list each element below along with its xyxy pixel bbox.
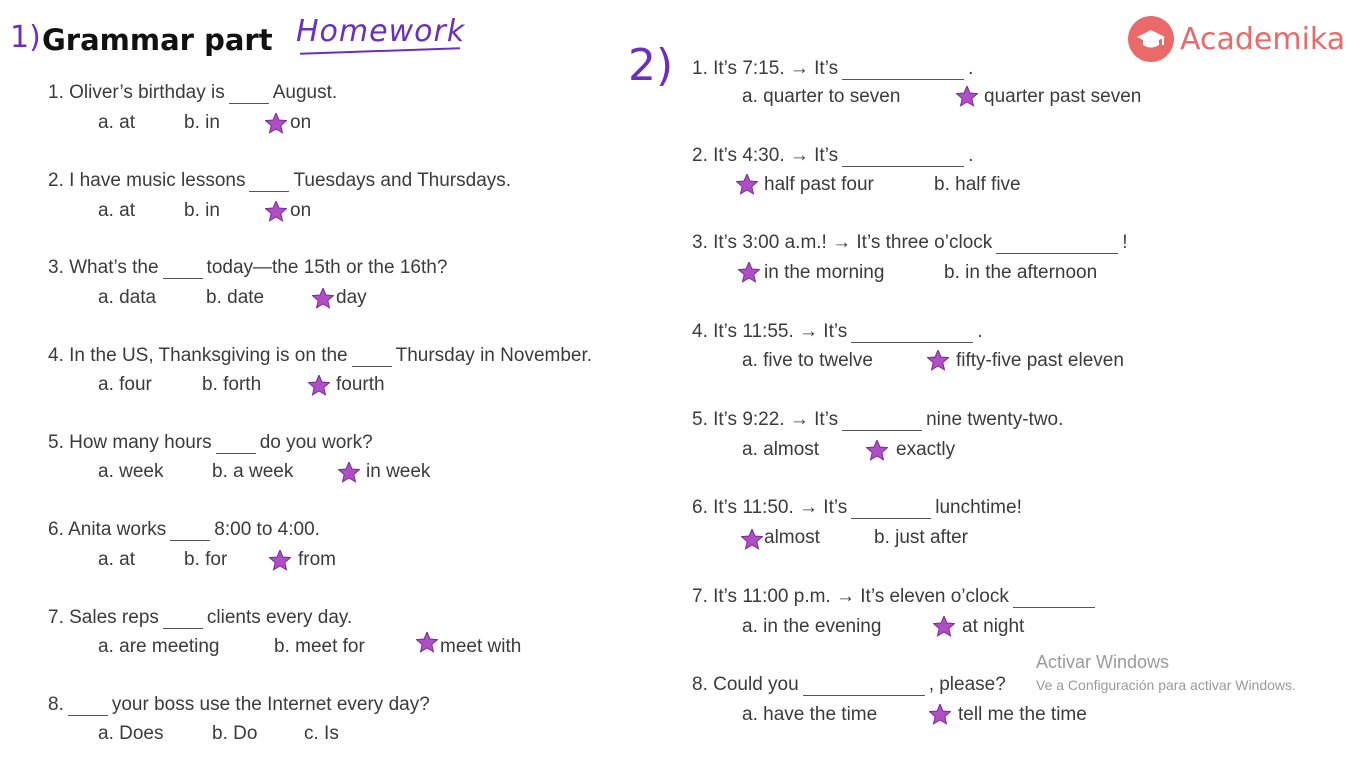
option-selected: half past four xyxy=(764,174,874,195)
option: a. at xyxy=(98,200,135,221)
page-title: Grammar part xyxy=(42,23,273,57)
star-mark-icon xyxy=(265,113,287,135)
question-right-5: 5. It’s 9:22. → It’s nine twenty-two. xyxy=(692,409,1064,430)
question-right-3: 3. It’s 3:00 a.m.! → It’s three o’clock ! xyxy=(692,232,1128,253)
question-right-4: 4. It’s 11:55. → It’s . xyxy=(692,321,983,342)
option-selected: in the morning xyxy=(764,262,885,283)
option-selected: meet with xyxy=(440,636,522,657)
star-mark-icon xyxy=(265,201,287,223)
star-mark-icon xyxy=(956,86,978,108)
star-mark-icon xyxy=(738,262,760,284)
option: a. have the time xyxy=(742,704,878,725)
star-mark-icon xyxy=(866,440,888,462)
option-selected: day xyxy=(336,287,367,308)
question-left-8: 8. your boss use the Internet every day? xyxy=(48,694,430,715)
option: b. in xyxy=(184,112,220,133)
question-left-1: 1. Oliver’s birthday is August. xyxy=(48,82,338,103)
question-left-2: 2. I have music lessons Tuesdays and Thursdays. xyxy=(48,170,512,191)
question-right-1: 1. It’s 7:15. → It’s . xyxy=(692,58,974,79)
option: b. in the afternoon xyxy=(944,262,1098,283)
question-right-6: 6. It’s 11:50. → It’s lunchtime! xyxy=(692,497,1022,518)
question-right-8: 8. Could you , please? xyxy=(692,674,1006,695)
option-selected: at night xyxy=(962,616,1025,637)
logo-text: Academika xyxy=(1180,21,1346,57)
question-left-6: 6. Anita works 8:00 to 4:00. xyxy=(48,519,320,540)
handwritten-number-2: 2) xyxy=(628,40,674,91)
graduation-cap-icon xyxy=(1128,16,1174,62)
star-mark-icon xyxy=(741,529,763,551)
windows-activation-hint: Ve a Configuración para activar Windows. xyxy=(1036,677,1296,693)
star-mark-icon xyxy=(308,375,330,397)
option: a. week xyxy=(98,461,164,482)
option-selected: exactly xyxy=(896,439,956,460)
star-mark-icon xyxy=(312,288,334,310)
option: a. almost xyxy=(742,439,820,460)
option: b. Do xyxy=(212,723,258,744)
option-selected: almost xyxy=(764,527,820,548)
star-mark-icon xyxy=(736,174,758,196)
option-selected: tell me the time xyxy=(958,704,1087,725)
star-mark-icon xyxy=(338,462,360,484)
option: a. four xyxy=(98,374,152,395)
option: c. Is xyxy=(304,723,339,744)
question-left-3: 3. What’s the today—the 15th or the 16th? xyxy=(48,257,448,278)
option: a. Does xyxy=(98,723,164,744)
star-mark-icon xyxy=(269,550,291,572)
option: a. at xyxy=(98,549,135,570)
question-left-5: 5. How many hours do you work? xyxy=(48,432,373,453)
option-selected: fifty-five past eleven xyxy=(956,350,1124,371)
star-mark-icon xyxy=(933,616,955,638)
question-right-7: 7. It’s 11:00 p.m. → It’s eleven o’clock xyxy=(692,586,1099,608)
option: a. quarter to seven xyxy=(742,86,901,107)
option-selected: from xyxy=(298,549,336,570)
option: a. are meeting xyxy=(98,636,220,657)
star-mark-icon xyxy=(927,350,949,372)
option-selected: in week xyxy=(366,461,431,482)
question-left-4: 4. In the US, Thanksgiving is on the Thursday in November. xyxy=(48,345,593,366)
option: b. meet for xyxy=(274,636,365,657)
windows-activation-watermark: Activar Windows xyxy=(1036,652,1170,672)
option-selected: fourth xyxy=(336,374,385,395)
academika-logo xyxy=(1128,16,1345,62)
handwritten-number-1: 1) xyxy=(10,20,41,55)
question-left-7: 7. Sales reps clients every day. xyxy=(48,607,353,628)
option: b. forth xyxy=(202,374,262,395)
option-selected: quarter past seven xyxy=(984,86,1142,107)
option: b. for xyxy=(184,549,228,570)
option-selected: on xyxy=(290,200,312,221)
option: a. in the evening xyxy=(742,616,882,637)
option: b. half five xyxy=(934,174,1021,195)
question-right-2: 2. It’s 4:30. → It’s . xyxy=(692,145,974,166)
handwritten-homework: Homework xyxy=(296,14,466,49)
star-mark-icon xyxy=(416,632,438,654)
option: b. in xyxy=(184,200,220,221)
option: b. date xyxy=(206,287,265,308)
star-mark-icon xyxy=(929,704,951,726)
option: a. at xyxy=(98,112,135,133)
option: a. data xyxy=(98,287,157,308)
option: a. five to twelve xyxy=(742,350,873,371)
option: b. just after xyxy=(874,527,968,548)
option-selected: on xyxy=(290,112,312,133)
option: b. a week xyxy=(212,461,294,482)
